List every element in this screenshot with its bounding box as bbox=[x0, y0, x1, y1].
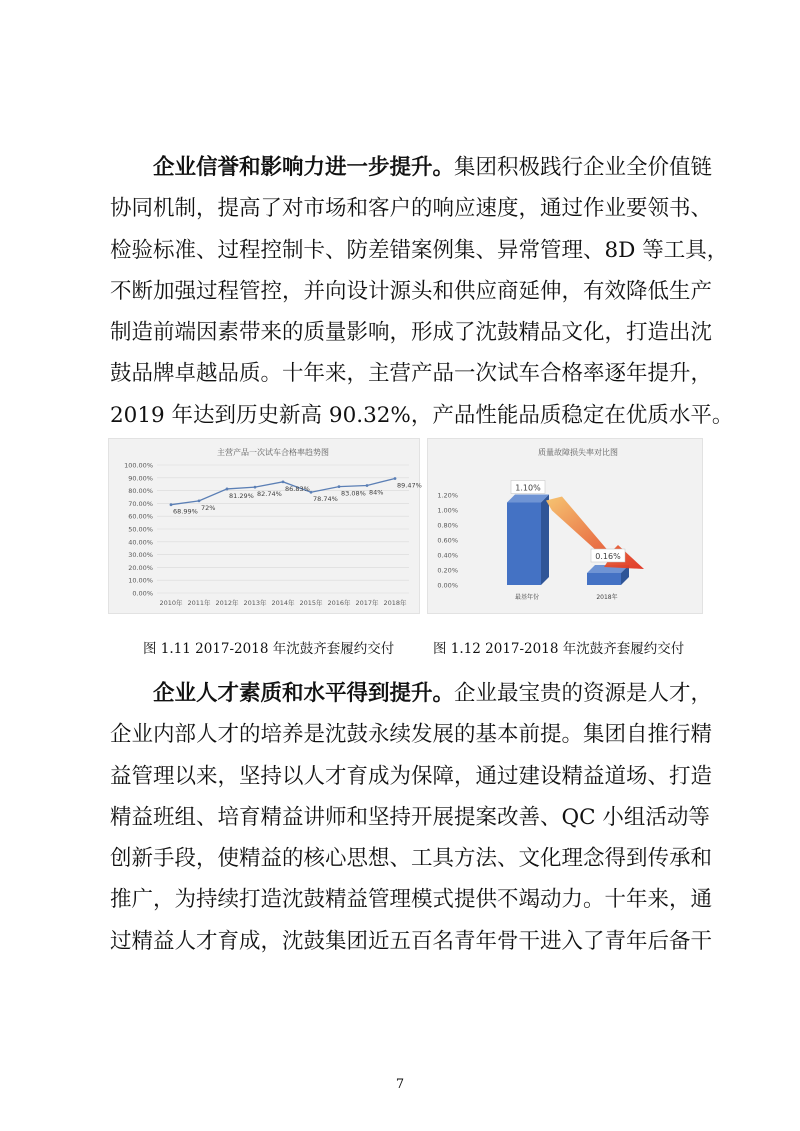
y-tick-label: 90.00% bbox=[128, 474, 153, 483]
y-tick-label: 0.20% bbox=[437, 566, 458, 575]
bar-side-face bbox=[541, 495, 549, 586]
paragraph-heading: 企业信誉和影响力进一步提升。 bbox=[153, 155, 455, 180]
x-tick-label: 2016年 bbox=[327, 599, 351, 607]
data-label: 68.99% bbox=[173, 507, 198, 516]
paragraph-quality-reputation bbox=[110, 147, 734, 436]
data-point bbox=[226, 488, 229, 491]
x-tick-label: 2012年 bbox=[215, 599, 239, 607]
figure-pass-rate-trend-chart bbox=[108, 438, 420, 614]
data-label: 72% bbox=[201, 503, 216, 512]
chart-title: 主营产品一次试车合格率趋势图 bbox=[217, 448, 329, 457]
y-tick-label: 50.00% bbox=[128, 525, 153, 534]
y-tick-label: 0.00% bbox=[132, 589, 153, 598]
paragraph-line: 益管理以来，坚持以人才育成为保障，通过建设精益道场、打造 bbox=[110, 763, 713, 789]
y-tick-label: 1.20% bbox=[437, 491, 458, 500]
page-number: 7 bbox=[395, 1077, 405, 1092]
x-tick-label: 2010年 bbox=[159, 599, 183, 607]
y-tick-label: 40.00% bbox=[128, 538, 153, 547]
paragraph-line: 企业内部人才的培养是沈鼓永续发展的基本前提。集团自推行精 bbox=[110, 722, 713, 748]
data-point bbox=[198, 499, 201, 502]
data-label: 86.83% bbox=[285, 484, 310, 493]
y-tick-label: 1.00% bbox=[437, 506, 458, 515]
paragraph-line: 检验标准、过程控制卡、防差错案例集、异常管理、8D 等工具， bbox=[110, 237, 729, 263]
y-tick-label: 0.00% bbox=[437, 581, 458, 590]
data-label: 84% bbox=[369, 488, 384, 497]
figure-quality-loss-chart bbox=[427, 438, 703, 614]
data-label: 81.29% bbox=[229, 491, 254, 500]
x-tick-label: 2017年 bbox=[355, 599, 379, 607]
figure-caption-1-11: 图 1.11 2017-2018 年沈鼓齐套履约交付 bbox=[143, 641, 395, 657]
paragraph-line: 企业人才素质和水平得到提升。企业最宝贵的资源是人才， bbox=[153, 681, 713, 706]
y-tick-label: 10.00% bbox=[128, 576, 153, 585]
paragraph-heading: 企业人才素质和水平得到提升。 bbox=[153, 681, 455, 706]
y-tick-label: 20.00% bbox=[128, 563, 153, 572]
x-tick-label: 最基年份 bbox=[514, 594, 540, 601]
paragraph-line: 协同机制，提高了对市场和客户的响应速度，通过作业要领书、 bbox=[110, 196, 713, 222]
data-label: 89.47% bbox=[397, 481, 422, 490]
data-point bbox=[310, 491, 313, 494]
y-tick-label: 0.40% bbox=[437, 551, 458, 560]
x-tick-label: 2013年 bbox=[243, 599, 267, 607]
data-label: 1.10% bbox=[515, 483, 541, 493]
data-point bbox=[394, 477, 397, 480]
data-label: 78.74% bbox=[313, 495, 338, 504]
data-label: 83.08% bbox=[341, 489, 366, 498]
paragraph-line: 推广，为持续打造沈鼓精益管理模式提供不竭动力。十年来，通 bbox=[110, 887, 713, 913]
x-tick-label: 2014年 bbox=[271, 599, 295, 607]
pass-rate-line-chart bbox=[109, 439, 422, 613]
data-label: 0.16% bbox=[595, 552, 621, 561]
paragraph-talent-quality bbox=[110, 673, 713, 962]
y-tick-label: 100.00% bbox=[124, 461, 153, 470]
y-tick-label: 0.60% bbox=[437, 536, 458, 545]
paragraph-line: 制造前端因素带来的质量影响，形成了沈鼓精品文化，打造出沈 bbox=[110, 320, 713, 346]
data-label: 82.74% bbox=[257, 490, 282, 499]
paragraph-line: 精益班组、培育精益讲师和坚持开展提案改善、QC 小组活动等 bbox=[110, 804, 710, 830]
data-point bbox=[338, 485, 341, 488]
paragraph-line: 2019 年达到历史新高 90.32%，产品性能品质稳定在优质水平。 bbox=[110, 402, 734, 428]
data-point bbox=[282, 480, 285, 483]
paragraph-line: 鼓品牌卓越品质。十年来，主营产品一次试车合格率逐年提升， bbox=[110, 361, 713, 387]
y-tick-label: 60.00% bbox=[128, 512, 153, 521]
quality-loss-bar-chart bbox=[428, 439, 702, 613]
paragraph-line: 不断加强过程管控，并向设计源头和供应商延伸，有效降低生产 bbox=[110, 278, 713, 304]
paragraph-line: 企业信誉和影响力进一步提升。集团积极践行企业全价值链 bbox=[153, 155, 713, 180]
bar bbox=[587, 573, 621, 585]
x-tick-label: 2018年 bbox=[596, 594, 618, 601]
y-tick-label: 0.80% bbox=[437, 521, 458, 530]
paragraph-line: 过精益人才育成，沈鼓集团近五百名青年骨干进入了青年后备干 bbox=[110, 928, 713, 954]
paragraph-line: 创新手段，使精益的核心思想、工具方法、文化理念得到传承和 bbox=[110, 846, 713, 872]
y-tick-label: 80.00% bbox=[128, 487, 153, 496]
y-tick-label: 30.00% bbox=[128, 551, 153, 560]
x-tick-label: 2018年 bbox=[383, 599, 407, 607]
bar bbox=[507, 503, 541, 586]
x-tick-label: 2011年 bbox=[187, 599, 211, 607]
data-point bbox=[254, 486, 257, 489]
figure-caption-1-12: 图 1.12 2017-2018 年沈鼓齐套履约交付 bbox=[433, 641, 685, 657]
data-point bbox=[366, 484, 369, 487]
data-point bbox=[170, 503, 173, 506]
y-tick-label: 70.00% bbox=[128, 499, 153, 508]
x-tick-label: 2015年 bbox=[299, 599, 323, 607]
chart-title: 质量故障损失率对比图 bbox=[538, 448, 618, 457]
